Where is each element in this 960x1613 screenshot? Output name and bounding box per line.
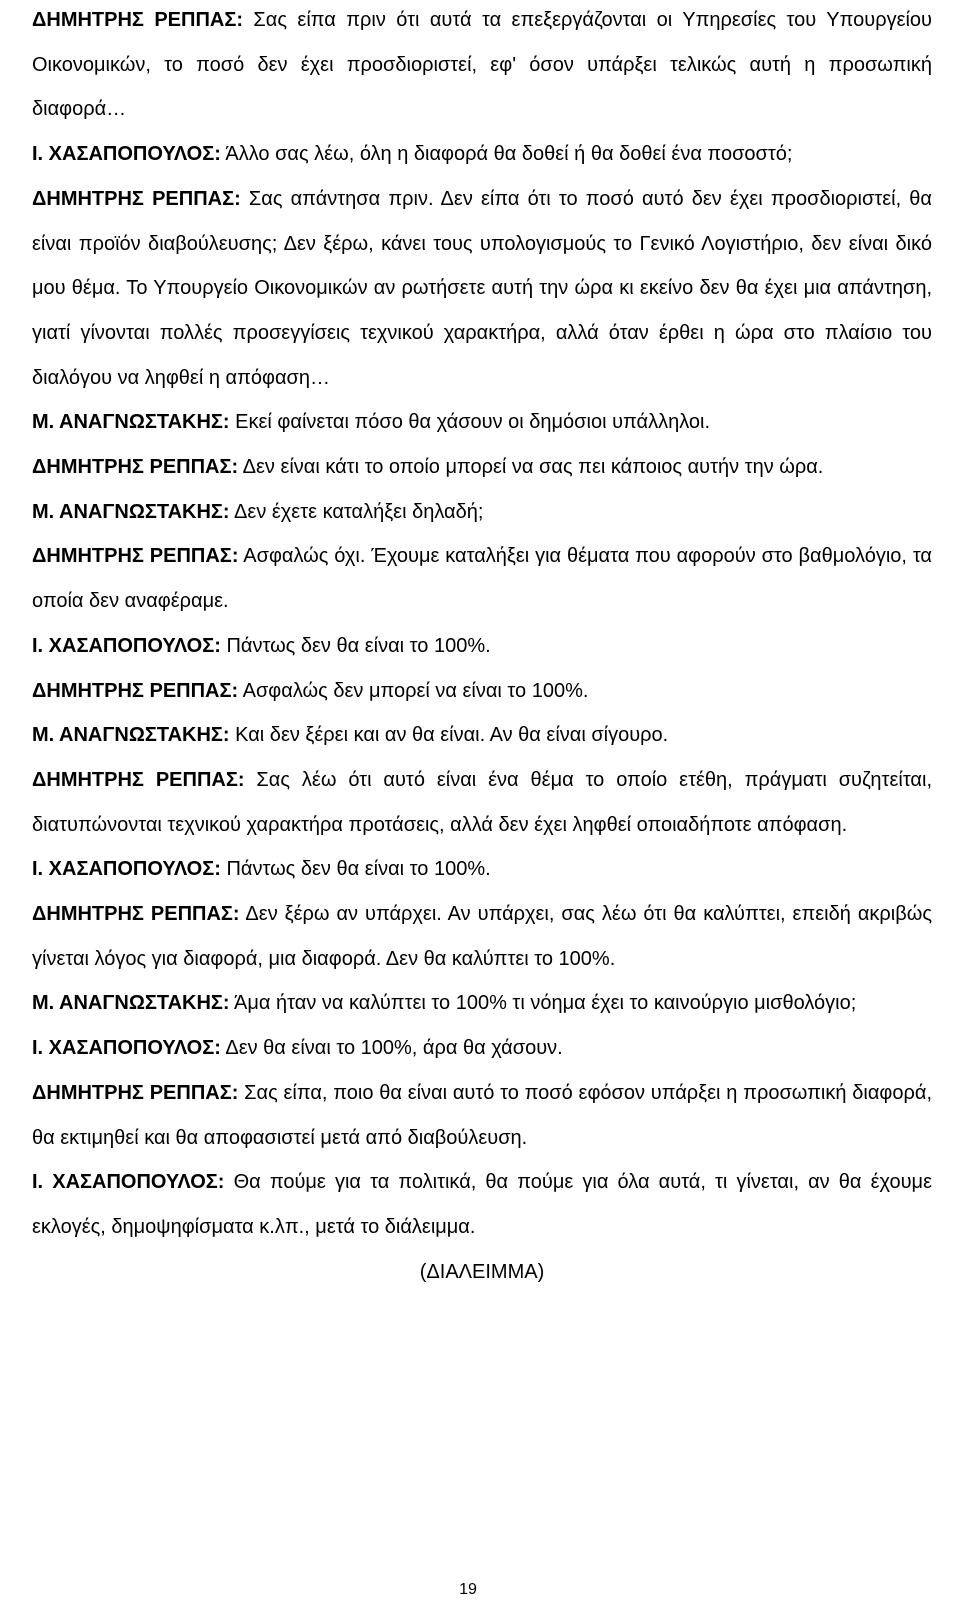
transcript-paragraph: [32, 847, 932, 892]
speech-text: Δεν είναι κάτι το οποίο μπορεί να σας πει κάποιος αυτήν την ώρα.: [238, 456, 824, 479]
transcript-body: [32, 0, 932, 1294]
speaker-name: Ι. ΧΑΣΑΠΟΠΟΥΛΟΣ:: [32, 634, 221, 657]
speech-text: Σας είπα πριν ότι αυτά τα επεξεργάζονται οι Υπηρεσίες του Υπουργείου Οικονομικών, το ποσό δεν έχει προσδιοριστεί, εφ' όσον υπάρξει τελικώς αυτή η προσωπική διαφορά…: [32, 9, 932, 121]
speaker-name: ΔΗΜΗΤΡΗΣ ΡΕΠΠΑΣ:: [32, 903, 240, 926]
transcript-paragraph: [32, 132, 932, 177]
transcript-paragraph: [32, 981, 932, 1026]
speaker-name: ΔΗΜΗΤΡΗΣ ΡΕΠΠΑΣ:: [32, 679, 239, 702]
transcript-paragraph: [32, 0, 932, 132]
transcript-paragraph: [32, 445, 932, 490]
transcript-paragraph: [32, 892, 932, 981]
speech-text: Σας λέω ότι αυτό είναι ένα θέμα το οποίο ετέθη, πράγματι συζητείται, διατυπώνονται τεχνικού χαρακτήρα προτάσεις, αλλά δεν έχει ληφθεί οποιαδήποτε απόφαση.: [32, 768, 932, 836]
speech-text: Θα πούμε για τα πολιτικά, θα πούμε για όλα αυτά, τι γίνεται, αν θα έχουμε εκλογές, δημοψηφίσματα κ.λπ., μετά το διάλειμμα.: [32, 1171, 932, 1238]
transcript-paragraph: [32, 534, 932, 623]
speaker-name: ΔΗΜΗΤΡΗΣ ΡΕΠΠΑΣ:: [32, 9, 244, 31]
page-number: 19: [459, 1581, 477, 1598]
speaker-name: Μ. ΑΝΑΓΝΩΣΤΑΚΗΣ:: [32, 992, 230, 1015]
transcript-paragraph: [32, 758, 932, 847]
transcript-paragraph: [32, 1071, 932, 1160]
speaker-name: Ι. ΧΑΣΑΠΟΠΟΥΛΟΣ:: [32, 1037, 221, 1060]
transcript-paragraph: [32, 1026, 932, 1071]
transcript-paragraph: [32, 713, 932, 758]
speech-text: Και δεν ξέρει και αν θα είναι. Αν θα είναι σίγουρο.: [229, 724, 669, 747]
speaker-name: Ι. ΧΑΣΑΠΟΠΟΥΛΟΣ:: [32, 858, 221, 881]
transcript-paragraph: [32, 1160, 932, 1249]
transcript-paragraph: [32, 669, 932, 714]
transcript-paragraph: [32, 400, 932, 445]
transcript-paragraph: [32, 177, 932, 401]
speech-text: Άλλο σας λέω, όλη η διαφορά θα δοθεί ή θα δοθεί ένα ποσοστό;: [220, 143, 793, 166]
speech-text: Ασφαλώς δεν μπορεί να είναι το 100%.: [238, 679, 589, 702]
speaker-name: ΔΗΜΗΤΡΗΣ ΡΕΠΠΑΣ:: [32, 187, 241, 210]
speech-text: Πάντως δεν θα είναι το 100%.: [220, 858, 491, 881]
speaker-name: Ι. ΧΑΣΑΠΟΠΟΥΛΟΣ:: [32, 1171, 225, 1194]
speaker-name: Μ. ΑΝΑΓΝΩΣΤΑΚΗΣ:: [32, 411, 230, 434]
break-note: (ΔΙΑΛΕΙΜΜΑ): [419, 1260, 545, 1283]
transcript-paragraph: [32, 490, 932, 535]
speech-text: Ασφαλώς όχι. Έχουμε καταλήξει για θέματα που αφορούν στο βαθμολόγιο, τα οποία δεν αναφέραμε.: [32, 545, 932, 613]
speaker-name: ΔΗΜΗΤΡΗΣ ΡΕΠΠΑΣ:: [32, 456, 239, 479]
speech-text: Πάντως δεν θα είναι το 100%.: [220, 634, 491, 657]
speaker-name: ΔΗΜΗΤΡΗΣ ΡΕΠΠΑΣ:: [32, 545, 239, 568]
speech-text: Σας απάντησα πριν. Δεν είπα ότι το ποσό αυτό δεν έχει προσδιοριστεί, θα είναι προϊόν διαβούλευσης; Δεν ξέρω, κάνει τους υπολογισμούς το Γενικό Λογιστήριο, δεν είναι δικό μου θέμα. Το Υπουργείο Οικονομικών αν ρωτήσετε αυτή την ώρα κι εκείνο δεν θα έχει μια απάντηση, γιατί γίνονται πολλές προσεγγίσεις τεχνικού χαρακτήρα, αλλά όταν έρθει η ώρα στο πλαίσιο του διαλόγου να ληφθεί η απόφαση…: [32, 187, 932, 389]
speech-text: Εκεί φαίνεται πόσο θα χάσουν οι δημόσιοι υπάλληλοι.: [229, 411, 711, 434]
speech-text: Άμα ήταν να καλύπτει το 100% τι νόημα έχει το καινούργιο μισθολόγιο;: [229, 992, 857, 1015]
speaker-name: Ι. ΧΑΣΑΠΟΠΟΥΛΟΣ:: [32, 143, 221, 166]
speech-text: Δεν ξέρω αν υπάρχει. Αν υπάρχει, σας λέω ότι θα καλύπτει, επειδή ακριβώς γίνεται λόγος για διαφορά, μια διαφορά. Δεν θα καλύπτει το 100%.: [32, 903, 932, 970]
speaker-name: ΔΗΜΗΤΡΗΣ ΡΕΠΠΑΣ:: [32, 768, 245, 791]
speaker-name: Μ. ΑΝΑΓΝΩΣΤΑΚΗΣ:: [32, 500, 230, 523]
speaker-name: ΔΗΜΗΤΡΗΣ ΡΕΠΠΑΣ:: [32, 1081, 239, 1104]
speech-text: Δεν έχετε καταλήξει δηλαδή;: [229, 500, 484, 523]
speech-text: Σας είπα, ποιο θα είναι αυτό το ποσό εφόσον υπάρξει η προσωπική διαφορά, θα εκτιμηθεί και θα αποφασιστεί μετά από διαβούλευση.: [32, 1081, 932, 1149]
transcript-paragraph: [32, 624, 932, 669]
speech-text: Δεν θα είναι το 100%, άρα θα χάσουν.: [220, 1037, 563, 1060]
speaker-name: Μ. ΑΝΑΓΝΩΣΤΑΚΗΣ:: [32, 724, 230, 747]
